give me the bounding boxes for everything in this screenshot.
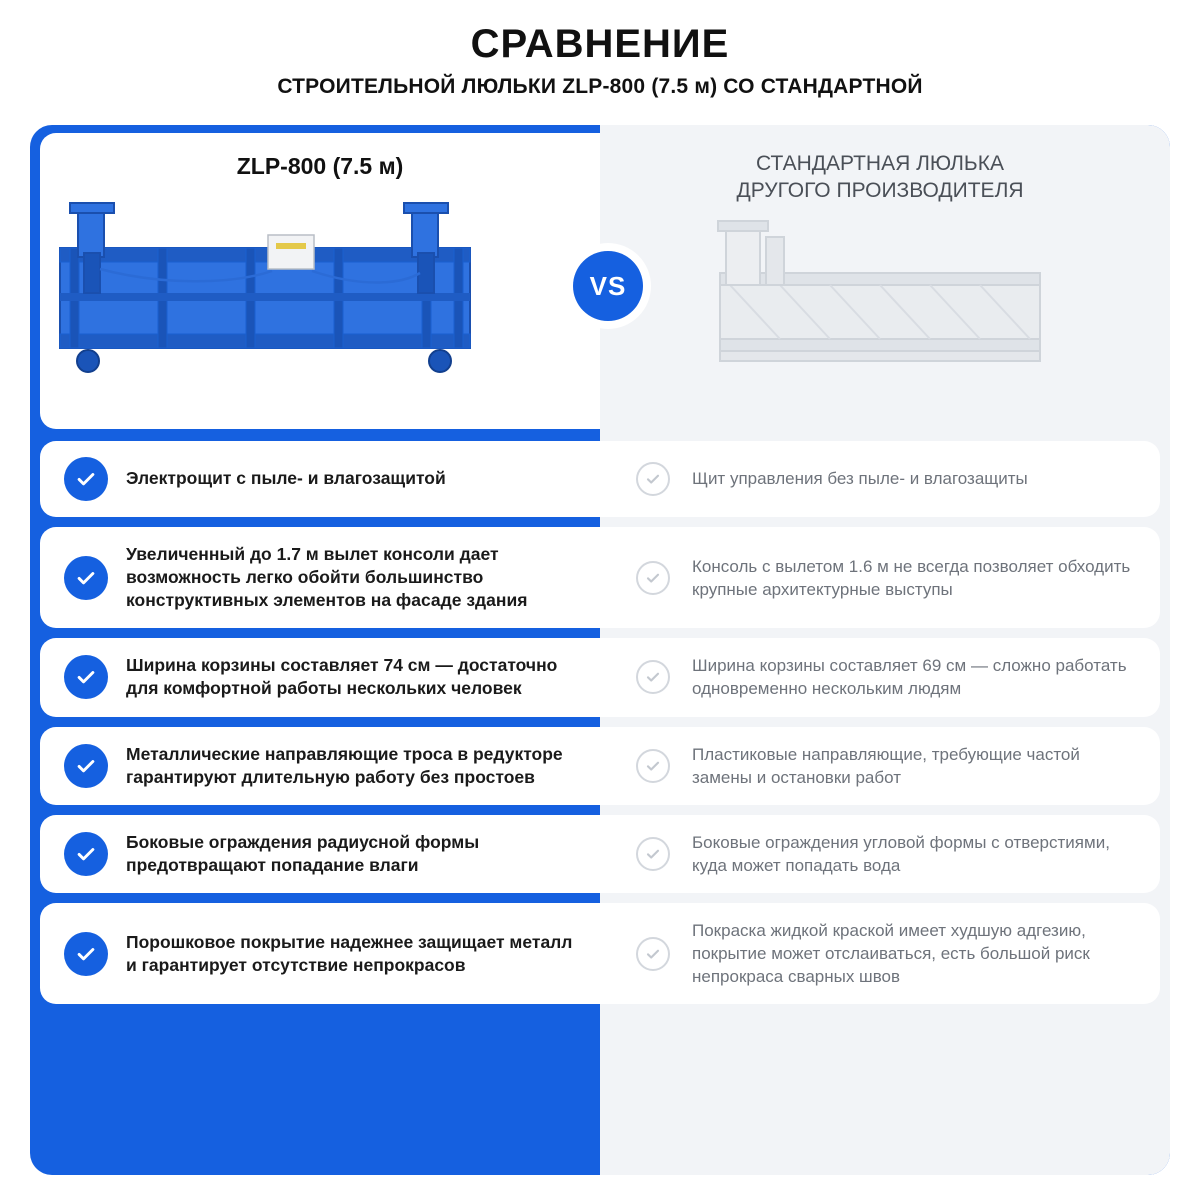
page-title: СРАВНЕНИЕ — [470, 22, 730, 66]
row-right-cell — [600, 903, 1160, 1004]
row-right-cell — [600, 638, 1160, 716]
vs-badge — [565, 243, 651, 329]
check-icon — [64, 744, 108, 788]
table-row — [40, 638, 1160, 716]
table-row — [40, 727, 1160, 805]
row-left-cell — [40, 441, 600, 517]
standard-cradle-illustration — [600, 193, 1160, 413]
row-left-text: Увеличенный до 1.7 м вылет консоли дает возможность легко обойти большинство конструктивных элементов на фасаде здания — [126, 544, 528, 611]
row-right-text: Щит управления без пыле- и влагозащиты — [692, 469, 1028, 489]
check-icon-muted — [636, 561, 670, 595]
row-right-text: Пластиковые направляющие, требующие частой замены и остановки работ — [692, 744, 1080, 787]
row-right-text: Покраска жидкой краской имеет худшую адгезию, покрытие может отслаиваться, есть большой риск непрокраса сварных швов — [692, 920, 1090, 987]
row-right-text: Боковые ограждения угловой формы с отверстиями, куда может попадать вода — [692, 832, 1110, 875]
row-right-text: Ширина корзины составляет 69 см — сложно работать одновременно нескольким людям — [692, 656, 1127, 699]
right-column-title-line1: СТАНДАРТНАЯ ЛЮЛЬКА — [756, 152, 1004, 175]
row-right-cell — [600, 441, 1160, 517]
row-left-text: Ширина корзины составляет 74 см — достаточно для комфортной работы нескольких человек — [126, 655, 558, 699]
page-header — [0, 0, 1200, 99]
comparison-rows — [40, 441, 1160, 1014]
check-icon — [64, 832, 108, 876]
row-left-text: Металлические направляющие троса в редукторе гарантируют длительную работу без простоев — [126, 743, 563, 787]
product-panel-left — [40, 133, 600, 429]
check-icon — [64, 932, 108, 976]
row-right-cell — [600, 815, 1160, 893]
product-panel-right — [600, 133, 1160, 429]
row-left-cell — [40, 527, 600, 628]
row-left-text: Боковые ограждения радиусной формы предотвращают попадание влаги — [126, 831, 480, 875]
zlp800-cradle-illustration — [40, 193, 600, 413]
check-icon-muted — [636, 937, 670, 971]
vs-label: VS — [573, 251, 643, 321]
row-left-text: Электрощит с пыле- и влагозащитой — [126, 468, 446, 489]
row-left-cell — [40, 638, 600, 716]
left-column-title: ZLP-800 (7.5 м) — [236, 153, 404, 179]
comparison-board — [30, 125, 1170, 1175]
check-icon-muted — [636, 749, 670, 783]
row-right-text: Консоль с вылетом 1.6 м не всегда позволяет обходить крупные архитектурные выступы — [692, 556, 1131, 599]
table-row — [40, 815, 1160, 893]
check-icon — [64, 655, 108, 699]
right-column-title-line2: ДРУГОГО ПРОИЗВОДИТЕЛЯ — [736, 178, 1024, 202]
row-right-cell — [600, 727, 1160, 805]
page-subtitle: СТРОИТЕЛЬНОЙ ЛЮЛЬКИ ZLP-800 (7.5 м) СО СТАНДАРТНОЙ — [277, 75, 923, 98]
row-left-cell — [40, 815, 600, 893]
row-left-cell — [40, 903, 600, 1004]
table-row — [40, 527, 1160, 628]
check-icon-muted — [636, 660, 670, 694]
table-row — [40, 903, 1160, 1004]
row-left-text: Порошковое покрытие надежнее защищает металл и гарантирует отсутствие непрокрасов — [126, 931, 573, 975]
table-row — [40, 441, 1160, 517]
check-icon — [64, 556, 108, 600]
check-icon-muted — [636, 462, 670, 496]
check-icon-muted — [636, 837, 670, 871]
check-icon — [64, 457, 108, 501]
row-left-cell — [40, 727, 600, 805]
row-right-cell — [600, 527, 1160, 628]
